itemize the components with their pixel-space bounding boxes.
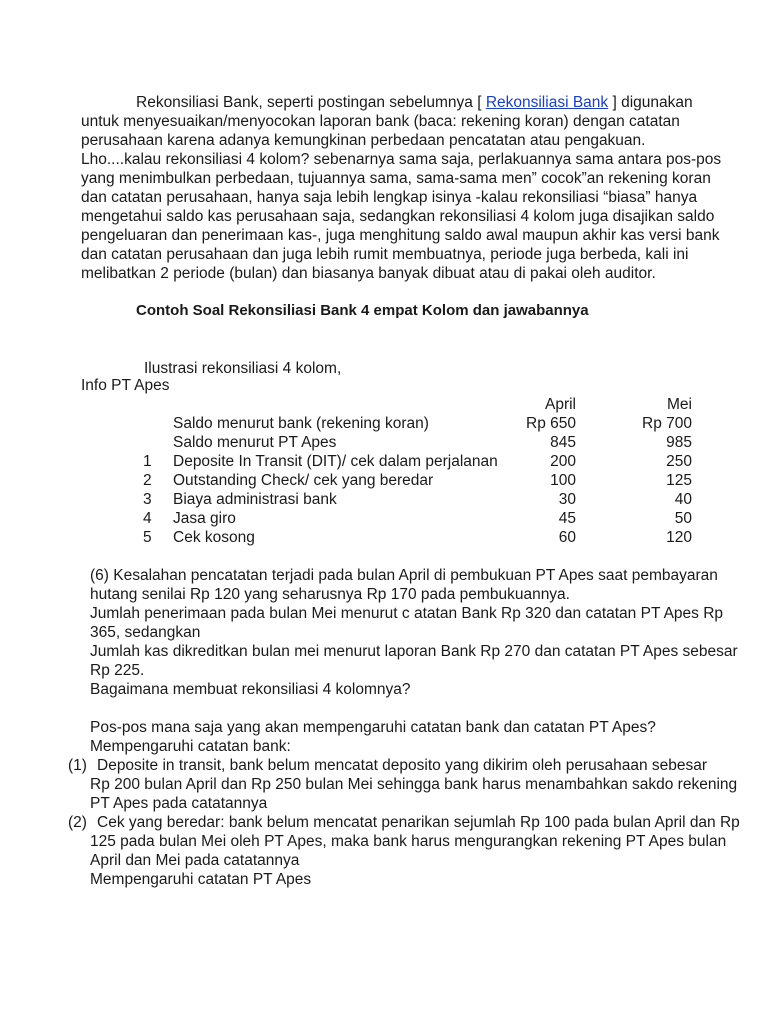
body-line: Jumlah kas dikreditkan bulan mei menurut laporan Bank Rp 270 dan catatan PT Apes sebesar bbox=[90, 643, 738, 660]
body-line: Pos-pos mana saja yang akan mempengaruhi catatan bank dan catatan PT Apes? bbox=[90, 719, 656, 736]
intro-line: dan catatan perusahaan, hanya saja lebih lengkap isinya -kalau rekonsiliasi “biasa” hanya bbox=[81, 189, 698, 206]
body-line: Rp 225. bbox=[90, 662, 145, 679]
list-marker: (2) bbox=[68, 814, 87, 831]
intro-line: pengeluaran dan penerimaan kas-, juga menghitung saldo awal maupun akhir kas versi bank bbox=[81, 227, 720, 244]
column-header-mei: Mei bbox=[667, 396, 692, 413]
row-number: 2 bbox=[143, 472, 152, 489]
body-line: Mempengaruhi catatan bank: bbox=[90, 738, 291, 755]
intro-text: ] digunakan bbox=[608, 94, 693, 111]
body-line: (6) Kesalahan pencatatan terjadi pada bulan April di pembukuan PT Apes saat pembayaran bbox=[90, 567, 718, 584]
list-line: Rp 200 bulan April dan Rp 250 bulan Mei sehingga bank harus menambahkan sakdo rekening bbox=[90, 776, 738, 793]
row-april-value: 200 bbox=[550, 453, 576, 470]
list-line: Cek yang beredar: bank belum mencatat penarikan sejumlah Rp 100 pada bulan April dan Rp bbox=[97, 814, 740, 831]
row-label: Cek kosong bbox=[173, 529, 255, 546]
row-label: Deposite In Transit (DIT)/ cek dalam perjalanan bbox=[173, 453, 498, 470]
info-label: Info PT Apes bbox=[81, 377, 170, 394]
row-label: Saldo menurut PT Apes bbox=[173, 434, 337, 451]
body-line: Jumlah penerimaan pada bulan Mei menurut c atatan Bank Rp 320 dan catatan PT Apes Rp bbox=[90, 605, 724, 622]
column-header-april: April bbox=[544, 396, 576, 413]
intro-line: mengetahui saldo kas perusahaan saja, sedangkan rekonsiliasi 4 kolom juga disajikan saldo bbox=[81, 208, 715, 225]
row-april-value: Rp 650 bbox=[526, 415, 576, 432]
row-label: Biaya administrasi bank bbox=[173, 491, 337, 508]
list-line: PT Apes pada catatannya bbox=[90, 795, 268, 812]
row-april-value: 845 bbox=[550, 434, 576, 451]
illustration-label: Ilustrasi rekonsiliasi 4 kolom, bbox=[144, 360, 342, 377]
section-heading: Contoh Soal Rekonsiliasi Bank 4 empat Kolom dan jawabannya bbox=[136, 302, 589, 319]
row-april-value: 30 bbox=[558, 491, 576, 508]
closing-line: Mempengaruhi catatan PT Apes bbox=[90, 871, 312, 888]
row-number: 1 bbox=[143, 453, 152, 470]
row-april-value: 100 bbox=[550, 472, 576, 489]
list-line: April dan Mei pada catatannya bbox=[90, 852, 300, 869]
row-mei-value: 985 bbox=[666, 434, 692, 451]
intro-first-line bbox=[136, 93, 693, 112]
row-number: 4 bbox=[143, 510, 152, 527]
row-mei-value: Rp 700 bbox=[642, 415, 692, 432]
row-label: Jasa giro bbox=[173, 510, 236, 527]
row-number: 3 bbox=[143, 491, 152, 508]
intro-line: dan catatan perusahaan dan juga lebih rumit membuatnya, periode juga berbeda, kali ini bbox=[81, 246, 689, 263]
intro-text: Rekonsiliasi Bank, seperti postingan sebelumnya [ bbox=[136, 94, 486, 111]
intro-line: Lho....kalau rekonsiliasi 4 kolom? sebenarnya sama saja, perlakuannya sama antara pos-pos bbox=[81, 151, 722, 168]
intro-line: yang menimbulkan perbedaan, tujuannya sama, sama-sama men” cocok”an rekening koran bbox=[81, 170, 711, 187]
row-number: 5 bbox=[143, 529, 152, 546]
body-line: 365, sedangkan bbox=[90, 624, 201, 641]
intro-line: perusahaan karena adanya kemungkinan perbedaan pencatatan atau pengakuan. bbox=[81, 132, 646, 149]
row-april-value: 60 bbox=[558, 529, 576, 546]
row-mei-value: 40 bbox=[674, 491, 692, 508]
row-mei-value: 50 bbox=[674, 510, 692, 527]
row-label: Outstanding Check/ cek yang beredar bbox=[173, 472, 434, 489]
body-line: Bagaimana membuat rekonsiliasi 4 kolomnya? bbox=[90, 681, 411, 698]
row-label: Saldo menurut bank (rekening koran) bbox=[173, 415, 429, 432]
body-line: hutang senilai Rp 120 yang seharusnya Rp 170 pada pembukuannya. bbox=[90, 586, 570, 603]
row-april-value: 45 bbox=[558, 510, 576, 527]
intro-line: untuk menyesuaikan/menyocokan laporan bank (baca: rekening koran) dengan catatan bbox=[81, 113, 680, 130]
list-line: 125 pada bulan Mei oleh PT Apes, maka bank harus mengurangkan rekening PT Apes bulan bbox=[90, 833, 727, 850]
list-marker: (1) bbox=[68, 757, 87, 774]
list-line: Deposite in transit, bank belum mencatat deposito yang dikirim oleh perusahaan sebesar bbox=[97, 757, 708, 774]
row-mei-value: 120 bbox=[666, 529, 692, 546]
rekonsiliasi-bank-link[interactable]: Rekonsiliasi Bank bbox=[485, 94, 609, 111]
row-mei-value: 250 bbox=[666, 453, 692, 470]
row-mei-value: 125 bbox=[666, 472, 692, 489]
intro-line: melibatkan 2 periode (bulan) dan biasanya banyak dibuat atau di pakai oleh auditor. bbox=[81, 265, 656, 282]
